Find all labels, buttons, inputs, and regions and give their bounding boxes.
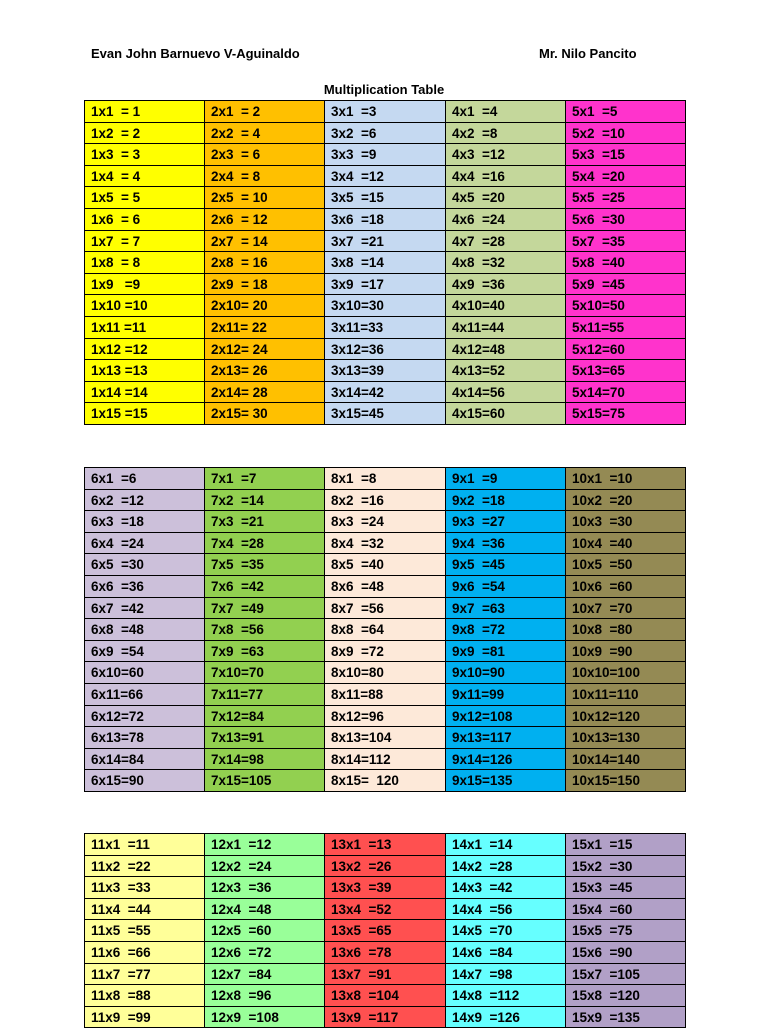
table-cell: 6x5 =30 [85,554,205,576]
table-cell: 6x2 =12 [85,490,205,512]
table-cell: 12x9 =108 [205,1007,325,1028]
table-cell: 4x6 =24 [446,209,566,231]
table-cell: 10x7 =70 [566,598,686,620]
table-cell: 7x11=77 [205,684,325,706]
table-cell: 1x11 =11 [85,317,205,339]
table-cell: 8x2 =16 [325,490,446,512]
table-cell: 7x13=91 [205,727,325,749]
table-cell: 10x13=130 [566,727,686,749]
table-cell: 2x3 = 6 [205,144,325,166]
table-cell: 1x14 =14 [85,382,205,404]
table-cell: 4x15=60 [446,403,566,425]
table-cell: 3x4 =12 [325,166,446,188]
table-cell: 14x4 =56 [446,899,566,921]
table-cell: 13x3 =39 [325,877,446,899]
table-cell: 6x1 =6 [85,468,205,490]
table-cell: 10x2 =20 [566,490,686,512]
table-cell: 6x10=60 [85,662,205,684]
table-cell: 5x1 =5 [566,101,686,123]
table-cell: 13x2 =26 [325,856,446,878]
table-cell: 4x13=52 [446,360,566,382]
table-cell: 7x14=98 [205,749,325,771]
table-cell: 2x14= 28 [205,382,325,404]
table-cell: 2x9 = 18 [205,274,325,296]
table-cell: 6x11=66 [85,684,205,706]
teacher-name: Mr. Nilo Pancito [539,46,637,61]
table-cell: 7x8 =56 [205,619,325,641]
table-cell: 7x2 =14 [205,490,325,512]
table-cell: 13x6 =78 [325,942,446,964]
table-cell: 15x9 =135 [566,1007,686,1028]
table-cell: 7x10=70 [205,662,325,684]
table-cell: 12x2 =24 [205,856,325,878]
table-cell: 11x3 =33 [85,877,205,899]
table-cell: 6x12=72 [85,706,205,728]
table-cell: 9x4 =36 [446,533,566,555]
table-cell: 15x3 =45 [566,877,686,899]
table-cell: 14x6 =84 [446,942,566,964]
table-cell: 7x12=84 [205,706,325,728]
table-cell: 2x4 = 8 [205,166,325,188]
table-cell: 1x7 = 7 [85,231,205,253]
table-cell: 10x8 =80 [566,619,686,641]
table-cell: 9x6 =54 [446,576,566,598]
table-cell: 8x4 =32 [325,533,446,555]
table-cell: 10x1 =10 [566,468,686,490]
table-cell: 2x10= 20 [205,295,325,317]
table-cell: 14x3 =42 [446,877,566,899]
table-cell: 8x12=96 [325,706,446,728]
table-cell: 10x5 =50 [566,554,686,576]
table-cell: 1x13 =13 [85,360,205,382]
table-cell: 11x9 =99 [85,1007,205,1028]
table-cell: 4x1 =4 [446,101,566,123]
table-cell: 9x7 =63 [446,598,566,620]
table-cell: 13x8 =104 [325,985,446,1007]
table-cell: 14x5 =70 [446,920,566,942]
table-cell: 9x5 =45 [446,554,566,576]
table-cell: 15x7 =105 [566,964,686,986]
table-cell: 4x9 =36 [446,274,566,296]
table-cell: 1x8 = 8 [85,252,205,274]
table-cell: 2x12= 24 [205,339,325,361]
table-cell: 4x4 =16 [446,166,566,188]
table-cell: 11x8 =88 [85,985,205,1007]
table-cell: 9x14=126 [446,749,566,771]
table-cell: 5x2 =10 [566,123,686,145]
table-cell: 7x3 =21 [205,511,325,533]
table-cell: 15x1 =15 [566,834,686,856]
table-cell: 2x5 = 10 [205,187,325,209]
student-name: Evan John Barnuevo V-Aguinaldo [91,46,300,61]
table-cell: 8x10=80 [325,662,446,684]
table-cell: 7x1 =7 [205,468,325,490]
table-cell: 6x9 =54 [85,641,205,663]
table-cell: 3x3 =9 [325,144,446,166]
table-cell: 14x2 =28 [446,856,566,878]
table-cell: 7x5 =35 [205,554,325,576]
table-cell: 10x12=120 [566,706,686,728]
table-cell: 9x9 =81 [446,641,566,663]
table-cell: 5x12=60 [566,339,686,361]
table-cell: 8x5 =40 [325,554,446,576]
table-cell: 2x1 = 2 [205,101,325,123]
table-cell: 6x4 =24 [85,533,205,555]
table-cell: 5x11=55 [566,317,686,339]
table-cell: 3x5 =15 [325,187,446,209]
table-cell: 11x6 =66 [85,942,205,964]
table-block-6-to-10 [84,467,686,792]
table-cell: 11x5 =55 [85,920,205,942]
table-cell: 7x15=105 [205,770,325,792]
table-cell: 10x4 =40 [566,533,686,555]
table-cell: 10x11=110 [566,684,686,706]
table-cell: 5x9 =45 [566,274,686,296]
table-cell: 9x3 =27 [446,511,566,533]
table-cell: 3x8 =14 [325,252,446,274]
table-cell: 4x11=44 [446,317,566,339]
table-cell: 1x5 = 5 [85,187,205,209]
table-cell: 8x7 =56 [325,598,446,620]
table-cell: 8x9 =72 [325,641,446,663]
table-cell: 9x12=108 [446,706,566,728]
table-cell: 5x15=75 [566,403,686,425]
table-cell: 3x9 =17 [325,274,446,296]
table-cell: 12x6 =72 [205,942,325,964]
table-cell: 1x2 = 2 [85,123,205,145]
table-cell: 5x3 =15 [566,144,686,166]
table-cell: 11x1 =11 [85,834,205,856]
table-cell: 4x12=48 [446,339,566,361]
table-cell: 14x7 =98 [446,964,566,986]
table-cell: 3x2 =6 [325,123,446,145]
table-cell: 10x15=150 [566,770,686,792]
table-cell: 9x1 =9 [446,468,566,490]
table-cell: 3x6 =18 [325,209,446,231]
table-cell: 1x9 =9 [85,274,205,296]
table-cell: 4x3 =12 [446,144,566,166]
table-cell: 15x6 =90 [566,942,686,964]
table-cell: 8x1 =8 [325,468,446,490]
table-cell: 6x8 =48 [85,619,205,641]
table-cell: 1x12 =12 [85,339,205,361]
table-cell: 3x1 =3 [325,101,446,123]
table-cell: 4x5 =20 [446,187,566,209]
table-cell: 7x9 =63 [205,641,325,663]
table-cell: 2x15= 30 [205,403,325,425]
table-cell: 10x6 =60 [566,576,686,598]
table-cell: 11x7 =77 [85,964,205,986]
table-cell: 14x8 =112 [446,985,566,1007]
table-cell: 13x4 =52 [325,899,446,921]
table-cell: 2x8 = 16 [205,252,325,274]
table-cell: 10x9 =90 [566,641,686,663]
table-cell: 15x5 =75 [566,920,686,942]
table-cell: 7x6 =42 [205,576,325,598]
table-block-1-to-5 [84,100,686,425]
table-cell: 7x4 =28 [205,533,325,555]
table-cell: 10x3 =30 [566,511,686,533]
table-cell: 7x7 =49 [205,598,325,620]
table-cell: 6x6 =36 [85,576,205,598]
table-cell: 3x12=36 [325,339,446,361]
table-cell: 5x5 =25 [566,187,686,209]
table-cell: 12x1 =12 [205,834,325,856]
table-cell: 1x3 = 3 [85,144,205,166]
table-block-11-to-15 [84,833,686,1028]
table-cell: 3x15=45 [325,403,446,425]
table-cell: 4x14=56 [446,382,566,404]
table-cell: 2x7 = 14 [205,231,325,253]
table-cell: 9x11=99 [446,684,566,706]
table-cell: 3x14=42 [325,382,446,404]
table-cell: 15x8 =120 [566,985,686,1007]
table-cell: 8x14=112 [325,749,446,771]
table-cell: 9x10=90 [446,662,566,684]
table-cell: 14x9 =126 [446,1007,566,1028]
table-cell: 1x10 =10 [85,295,205,317]
table-cell: 6x3 =18 [85,511,205,533]
table-cell: 12x4 =48 [205,899,325,921]
table-cell: 9x8 =72 [446,619,566,641]
table-cell: 6x15=90 [85,770,205,792]
table-cell: 4x8 =32 [446,252,566,274]
table-cell: 8x6 =48 [325,576,446,598]
table-cell: 1x1 = 1 [85,101,205,123]
table-cell: 12x7 =84 [205,964,325,986]
table-cell: 3x13=39 [325,360,446,382]
table-cell: 6x7 =42 [85,598,205,620]
table-cell: 15x2 =30 [566,856,686,878]
table-cell: 15x4 =60 [566,899,686,921]
table-cell: 11x4 =44 [85,899,205,921]
table-cell: 11x2 =22 [85,856,205,878]
table-cell: 8x8 =64 [325,619,446,641]
table-cell: 10x10=100 [566,662,686,684]
table-cell: 9x2 =18 [446,490,566,512]
table-cell: 4x7 =28 [446,231,566,253]
table-cell: 5x8 =40 [566,252,686,274]
table-cell: 5x10=50 [566,295,686,317]
table-cell: 6x13=78 [85,727,205,749]
table-cell: 2x2 = 4 [205,123,325,145]
table-cell: 14x1 =14 [446,834,566,856]
table-cell: 5x7 =35 [566,231,686,253]
table-cell: 8x3 =24 [325,511,446,533]
table-cell: 9x13=117 [446,727,566,749]
table-cell: 2x11= 22 [205,317,325,339]
table-cell: 13x5 =65 [325,920,446,942]
table-cell: 5x4 =20 [566,166,686,188]
table-cell: 4x2 =8 [446,123,566,145]
table-cell: 8x11=88 [325,684,446,706]
table-cell: 12x3 =36 [205,877,325,899]
table-cell: 12x8 =96 [205,985,325,1007]
table-cell: 5x6 =30 [566,209,686,231]
table-cell: 8x15= 120 [325,770,446,792]
table-cell: 10x14=140 [566,749,686,771]
table-cell: 4x10=40 [446,295,566,317]
table-cell: 13x9 =117 [325,1007,446,1028]
table-cell: 5x13=65 [566,360,686,382]
table-cell: 13x7 =91 [325,964,446,986]
table-cell: 3x10=30 [325,295,446,317]
table-cell: 3x11=33 [325,317,446,339]
table-cell: 2x13= 26 [205,360,325,382]
table-cell: 5x14=70 [566,382,686,404]
table-cell: 12x5 =60 [205,920,325,942]
table-cell: 1x15 =15 [85,403,205,425]
table-cell: 1x4 = 4 [85,166,205,188]
table-cell: 13x1 =13 [325,834,446,856]
table-cell: 6x14=84 [85,749,205,771]
page-title: Multiplication Table [323,82,445,97]
table-cell: 2x6 = 12 [205,209,325,231]
table-cell: 8x13=104 [325,727,446,749]
table-cell: 3x7 =21 [325,231,446,253]
table-cell: 1x6 = 6 [85,209,205,231]
table-cell: 9x15=135 [446,770,566,792]
